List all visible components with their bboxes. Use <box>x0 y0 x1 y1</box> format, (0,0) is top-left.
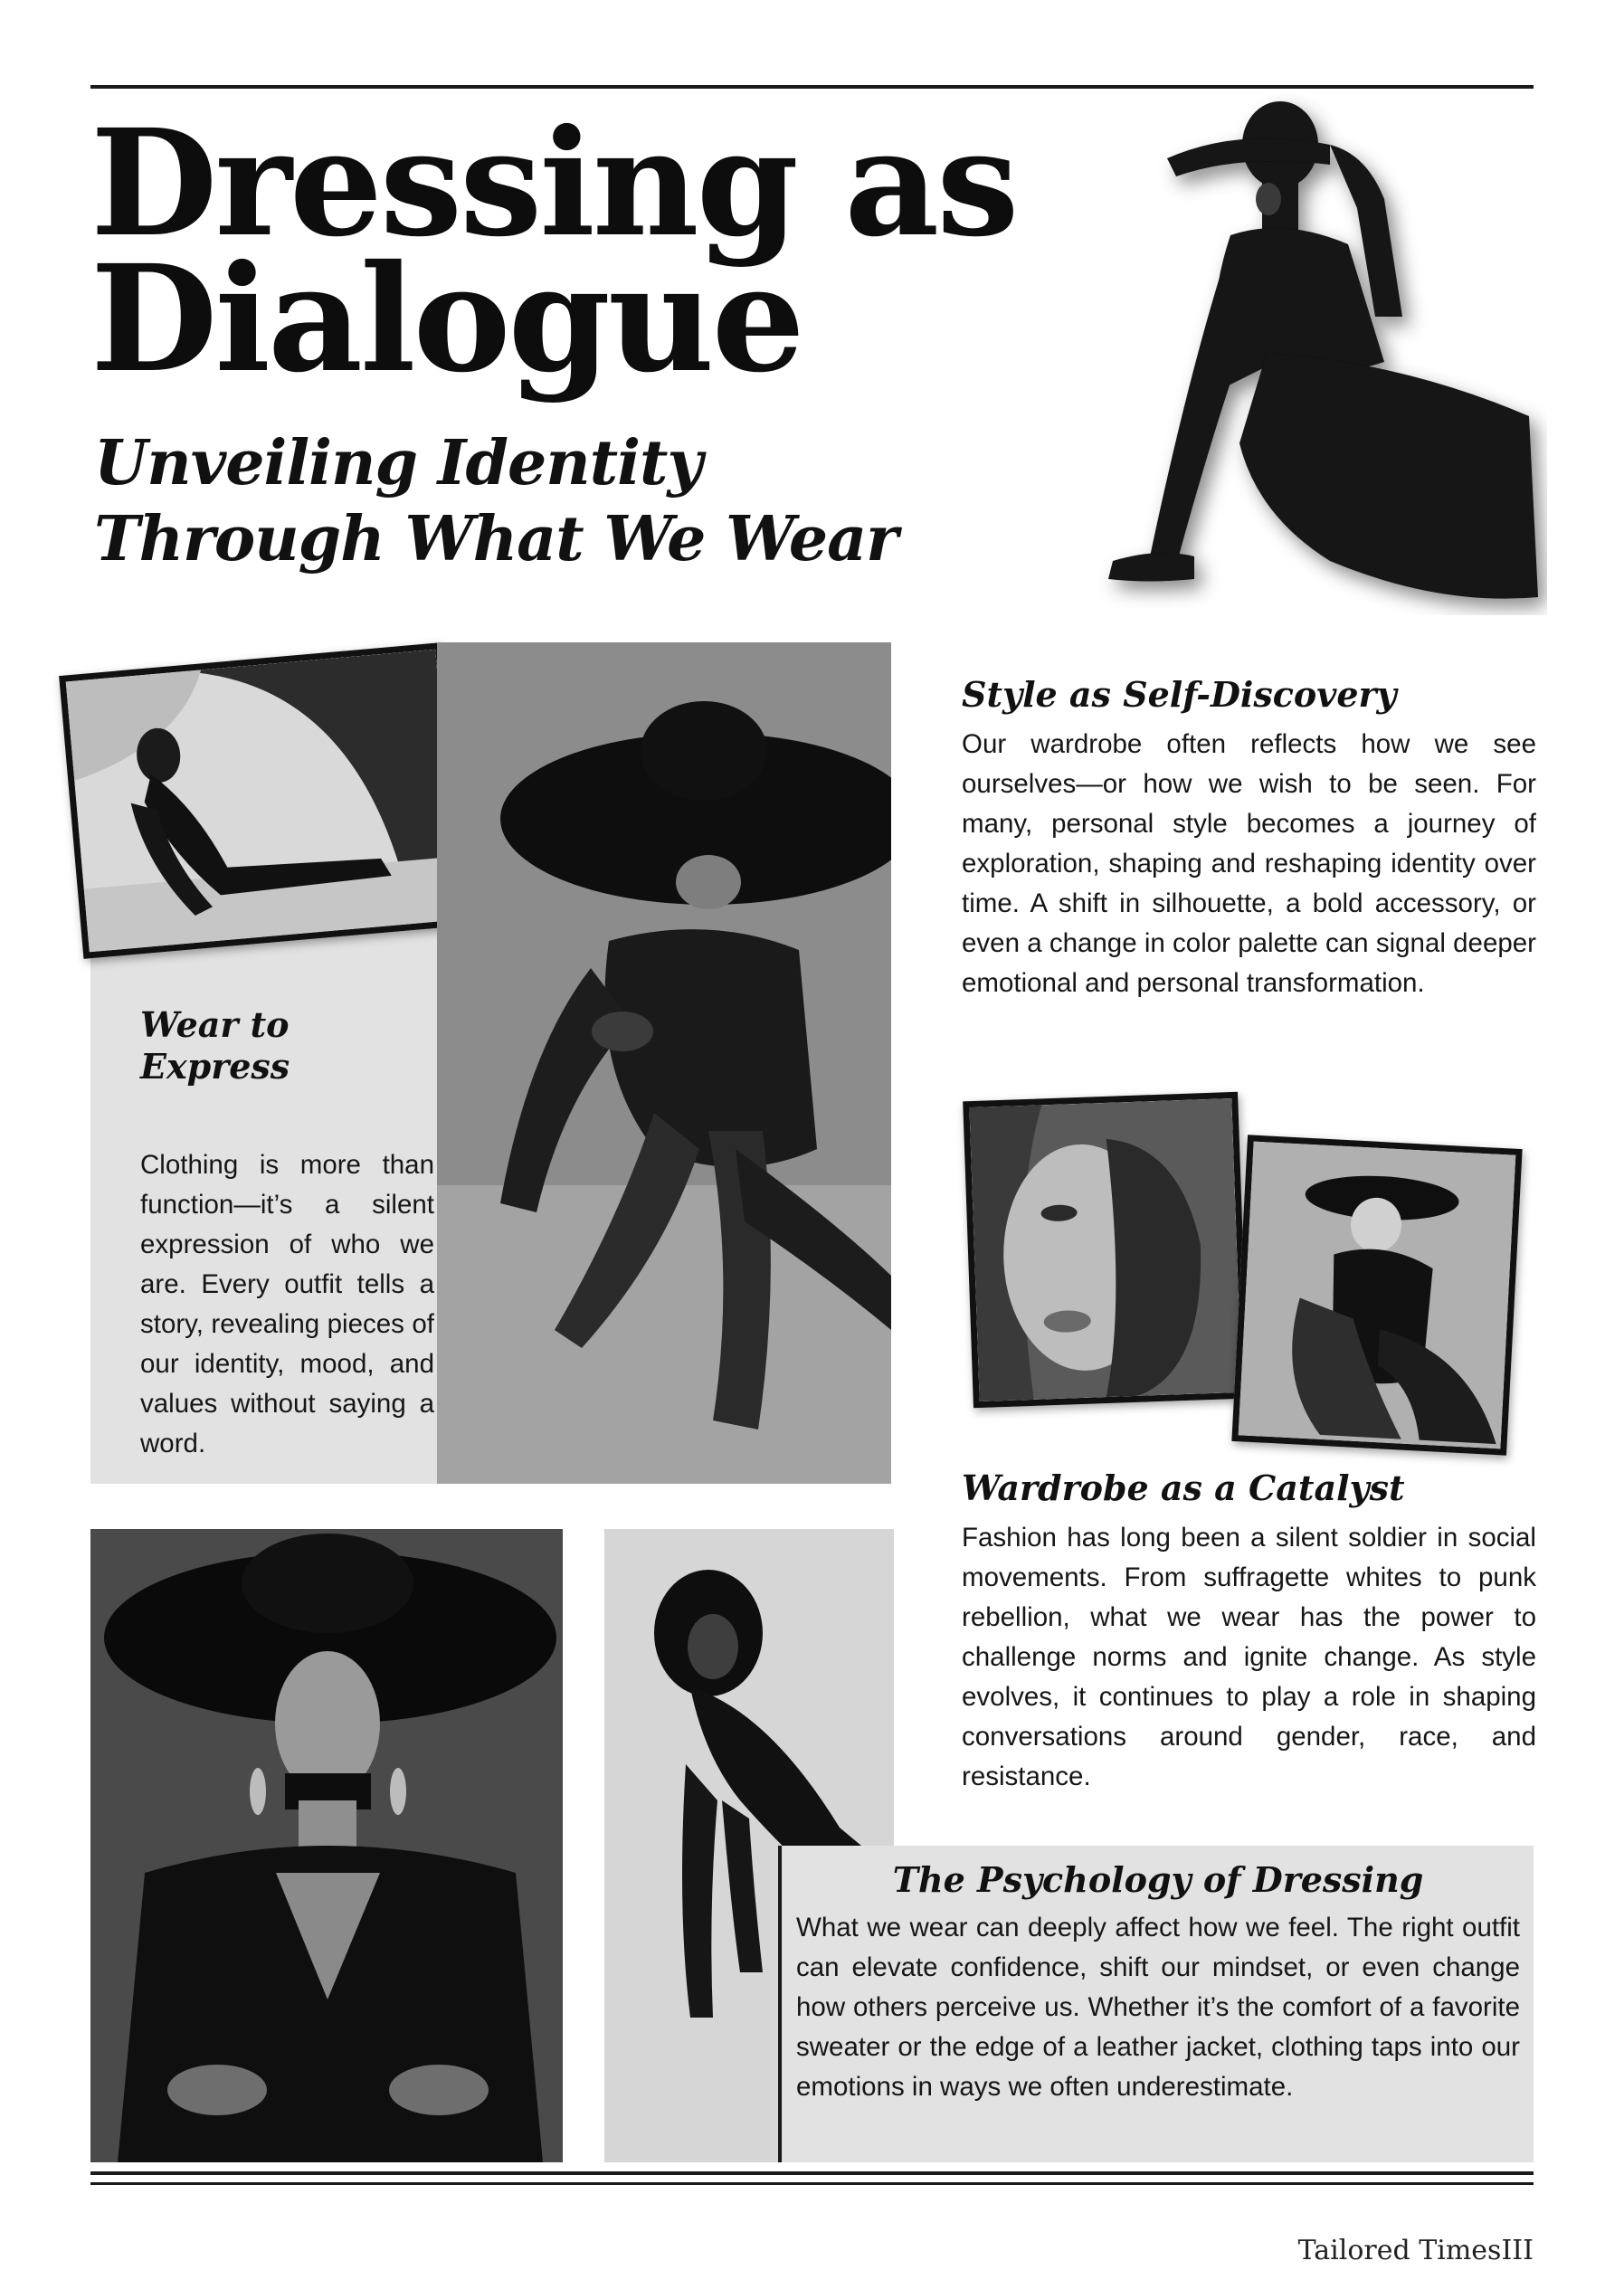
wide-brim-hat-portrait-photo <box>90 1529 563 2162</box>
self-discovery-heading: Style as Self-Discovery <box>962 674 1397 715</box>
reclining-woman-photo <box>59 642 466 959</box>
self-discovery-body: Our wardrobe often reflects how we see ourselves—or how we wish to be seen. For many, personal style becomes a journey of exploration, shaping and reshaping identity over time. A shift in silhouette, a bold accessory, or even a change in color palette can signal deeper emotional and personal transformation. <box>962 729 1536 998</box>
hat-woman-striped-tights-photo <box>1231 1135 1522 1455</box>
page-title <box>90 98 1049 405</box>
psychology-panel-divider <box>778 1846 782 2162</box>
catalyst-section <box>962 1467 1536 1797</box>
psychology-body: What we wear can deeply affect how we feel. The right outfit can elevate confidence, shift our mindset, or even change how others perceive us. Whether it’s the comfort of a favorite sweater or the edge of a leather jacket, clothing taps into our emotions in ways we often underestimate. <box>796 1913 1520 2102</box>
bottom-rule-upper <box>90 2171 1534 2175</box>
wear-to-express-section <box>140 1004 434 1464</box>
catalyst-body: Fashion has long been a silent soldier in social movements. From suffragette whites to punk rebellion, what we wear has the power to challenge norms and ignite change. As style evolves, it continues to play a role in shaping conversations around gender, race, and resistance. <box>962 1523 1536 1791</box>
bottom-rule-lower <box>90 2182 1534 2185</box>
self-discovery-section <box>962 674 1536 1003</box>
page-title-line-2: Dialogue <box>90 233 803 405</box>
page-subtitle-line-2: Through What We Wear <box>94 503 898 575</box>
footer-brand: Tailored TimesIII <box>1297 2235 1534 2266</box>
psychology-section <box>796 1859 1520 2107</box>
wide-hat-seated-woman-photo <box>437 642 891 1484</box>
psychology-heading: The Psychology of Dressing <box>892 1859 1424 1900</box>
gloved-face-portrait-photo <box>963 1092 1249 1408</box>
wear-to-express-body: Clothing is more than function—it’s a silent expression of who we are. Every outfit tells a story, revealing pieces of our identity, mood, and values without saying a word. <box>140 1150 434 1458</box>
hero-reclining-figure-photo <box>1059 90 1547 615</box>
page-subtitle-line-1: Unveiling Identity <box>94 427 702 499</box>
top-rule <box>90 85 1534 89</box>
wear-to-express-heading: Wear to Express <box>140 1004 290 1087</box>
page-title-line-1: Dressing as <box>90 98 1017 270</box>
catalyst-heading: Wardrobe as a Catalyst <box>962 1467 1405 1508</box>
page-subtitle <box>94 425 999 577</box>
